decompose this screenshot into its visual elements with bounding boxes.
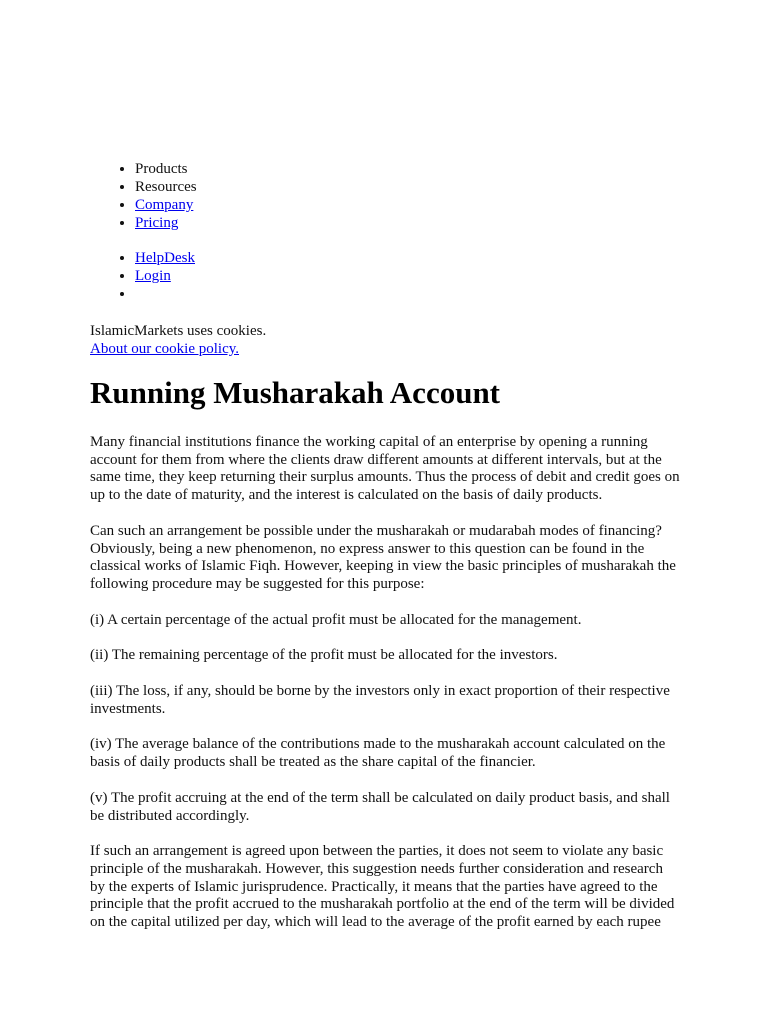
article-paragraph: (i) A certain percentage of the actual profit must be allocated for the management. <box>90 611 582 628</box>
article-paragraph: Can such an arrangement be possible under the musharakah or mudarabah modes of financing? Obviously, being a new phenomenon, no express answer to this question can be found in the classical works of Islamic Fiqh. However, keeping in view the basic principles of musharakah the following procedure may be suggested for this purpose: <box>90 522 676 592</box>
article-paragraph: (iv) The average balance of the contributions made to the musharakah account calculated on the basis of daily products shall be treated as the share capital of the financier. <box>90 736 666 771</box>
secondary-nav <box>90 249 195 303</box>
nav-company-link[interactable]: Company <box>135 197 194 213</box>
article-paragraph: If such an arrangement is agreed upon between the parties, it does not seem to violate any basic principle of the musharakah. However, this suggestion needs further consideration and research by the experts of Islamic jurisprudence. Practically, it means that the parties have agreed to the principle that the profit accrued to the musharakah portfolio at the end of the term will be divided on the capital utilized per day, which will lead to the average of the profit earned by each rupee <box>90 843 675 931</box>
nav-item-pricing[interactable] <box>135 214 197 232</box>
nav-products-label[interactable]: Products <box>135 161 188 177</box>
nav-item-empty <box>135 285 195 303</box>
nav-item-company[interactable] <box>135 196 197 214</box>
cookie-notice <box>90 322 266 358</box>
nav-item-resources[interactable] <box>135 178 197 196</box>
nav-pricing-link[interactable]: Pricing <box>135 215 179 231</box>
nav-item-helpdesk[interactable] <box>135 249 195 267</box>
page-title: Running Musharakah Account <box>90 375 501 410</box>
nav-item-products[interactable] <box>135 160 197 178</box>
cookie-message: IslamicMarkets uses cookies. <box>90 323 267 339</box>
primary-nav <box>90 160 197 232</box>
cookie-policy-link[interactable]: About our cookie policy. <box>90 341 239 357</box>
article-paragraph: Many financial institutions finance the working capital of an enterprise by opening a running account for them from where the clients draw different amounts at different intervals, but at the same time, they keep returning their surplus amounts. Thus the process of debit and credit goes on up to the date of maturity, and the interest is calculated on the basis of daily products. <box>90 434 680 504</box>
article-paragraph: (iii) The loss, if any, should be borne by the investors only in exact proportion of their respective investments. <box>90 683 670 717</box>
article-paragraph: (ii) The remaining percentage of the profit must be allocated for the investors. <box>90 647 558 664</box>
article-paragraph: (v) The profit accruing at the end of the term shall be calculated on daily product basis, and shall be distributed accordingly. <box>90 789 670 824</box>
nav-login-link[interactable]: Login <box>135 268 171 284</box>
nav-helpdesk-link[interactable]: HelpDesk <box>135 250 195 266</box>
nav-resources-label[interactable]: Resources <box>135 179 197 195</box>
article <box>90 372 680 950</box>
nav-item-login[interactable] <box>135 267 195 285</box>
